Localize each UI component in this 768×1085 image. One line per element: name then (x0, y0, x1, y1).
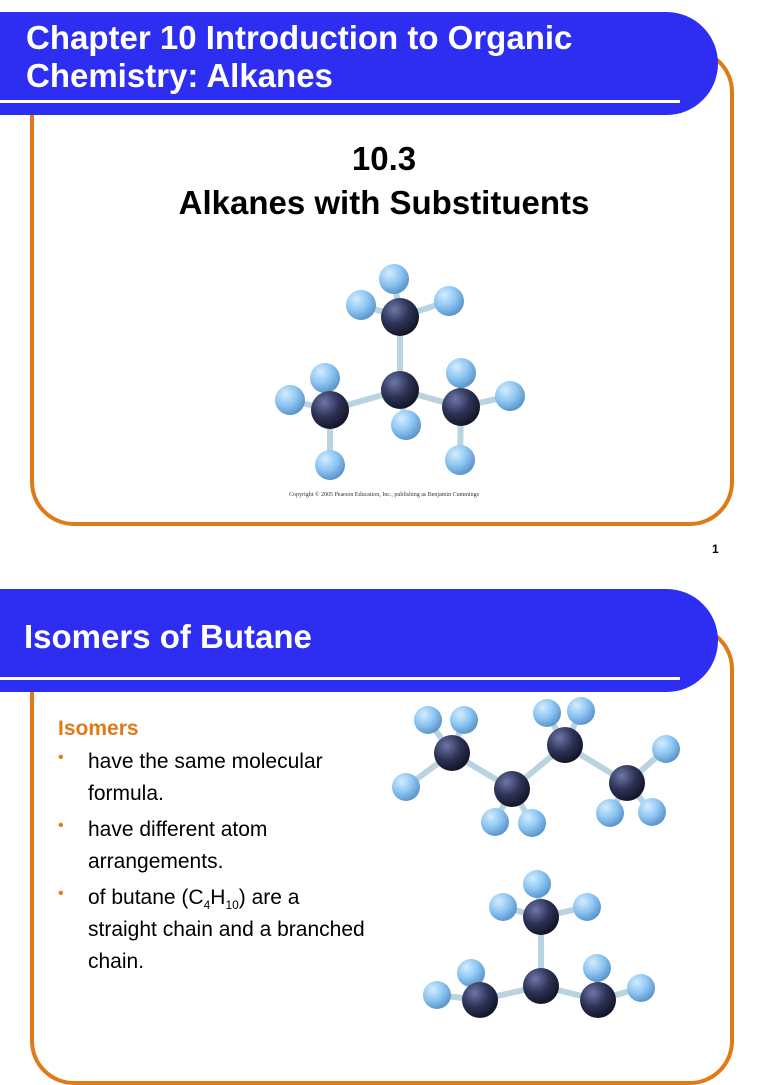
bullet-item (58, 746, 368, 809)
copyright-notice: Copyright © 2005 Pearson Education, Inc., publishing as Benjamin Cummings (289, 492, 479, 498)
slide-1-title-line-2: Chemistry: Alkanes (26, 56, 333, 94)
bullet-item (58, 882, 368, 977)
subscript-10: 10 (225, 898, 239, 913)
bullet-item (58, 814, 368, 877)
bullet-text-mid: H (210, 886, 226, 909)
subscript-4: 4 (203, 898, 211, 913)
isobutane-molecule-image (260, 255, 540, 490)
slide-1-title (26, 19, 572, 95)
page-number: 1 (712, 542, 719, 556)
section-title: Alkanes with Substituents (178, 184, 590, 221)
bullet-icon: • (58, 885, 64, 902)
bullet-text: have different atom arrangements. (88, 818, 268, 873)
bullet-icon: • (58, 817, 64, 834)
isobutane-branched-chain-image (415, 862, 675, 1024)
isomer-bullet-list (58, 746, 368, 982)
slide-1-title-underline (0, 100, 680, 103)
slide-1-title-line-1: Chapter 10 Introduction to Organic (26, 19, 573, 56)
slide-2-title-underline (0, 677, 680, 680)
bullet-text: have the same molecular formula. (88, 750, 323, 805)
isomers-heading: Isomers (58, 717, 139, 740)
bullet-text-prefix: of butane (C (88, 886, 204, 909)
butane-straight-chain-image (390, 695, 690, 845)
section-number: 10.3 (351, 140, 417, 177)
slide-2-title: Isomers of Butane (24, 618, 312, 655)
bullet-text-suffix: ) are a straight chain and a branched chain. (88, 886, 365, 973)
bullet-icon: • (58, 749, 64, 766)
